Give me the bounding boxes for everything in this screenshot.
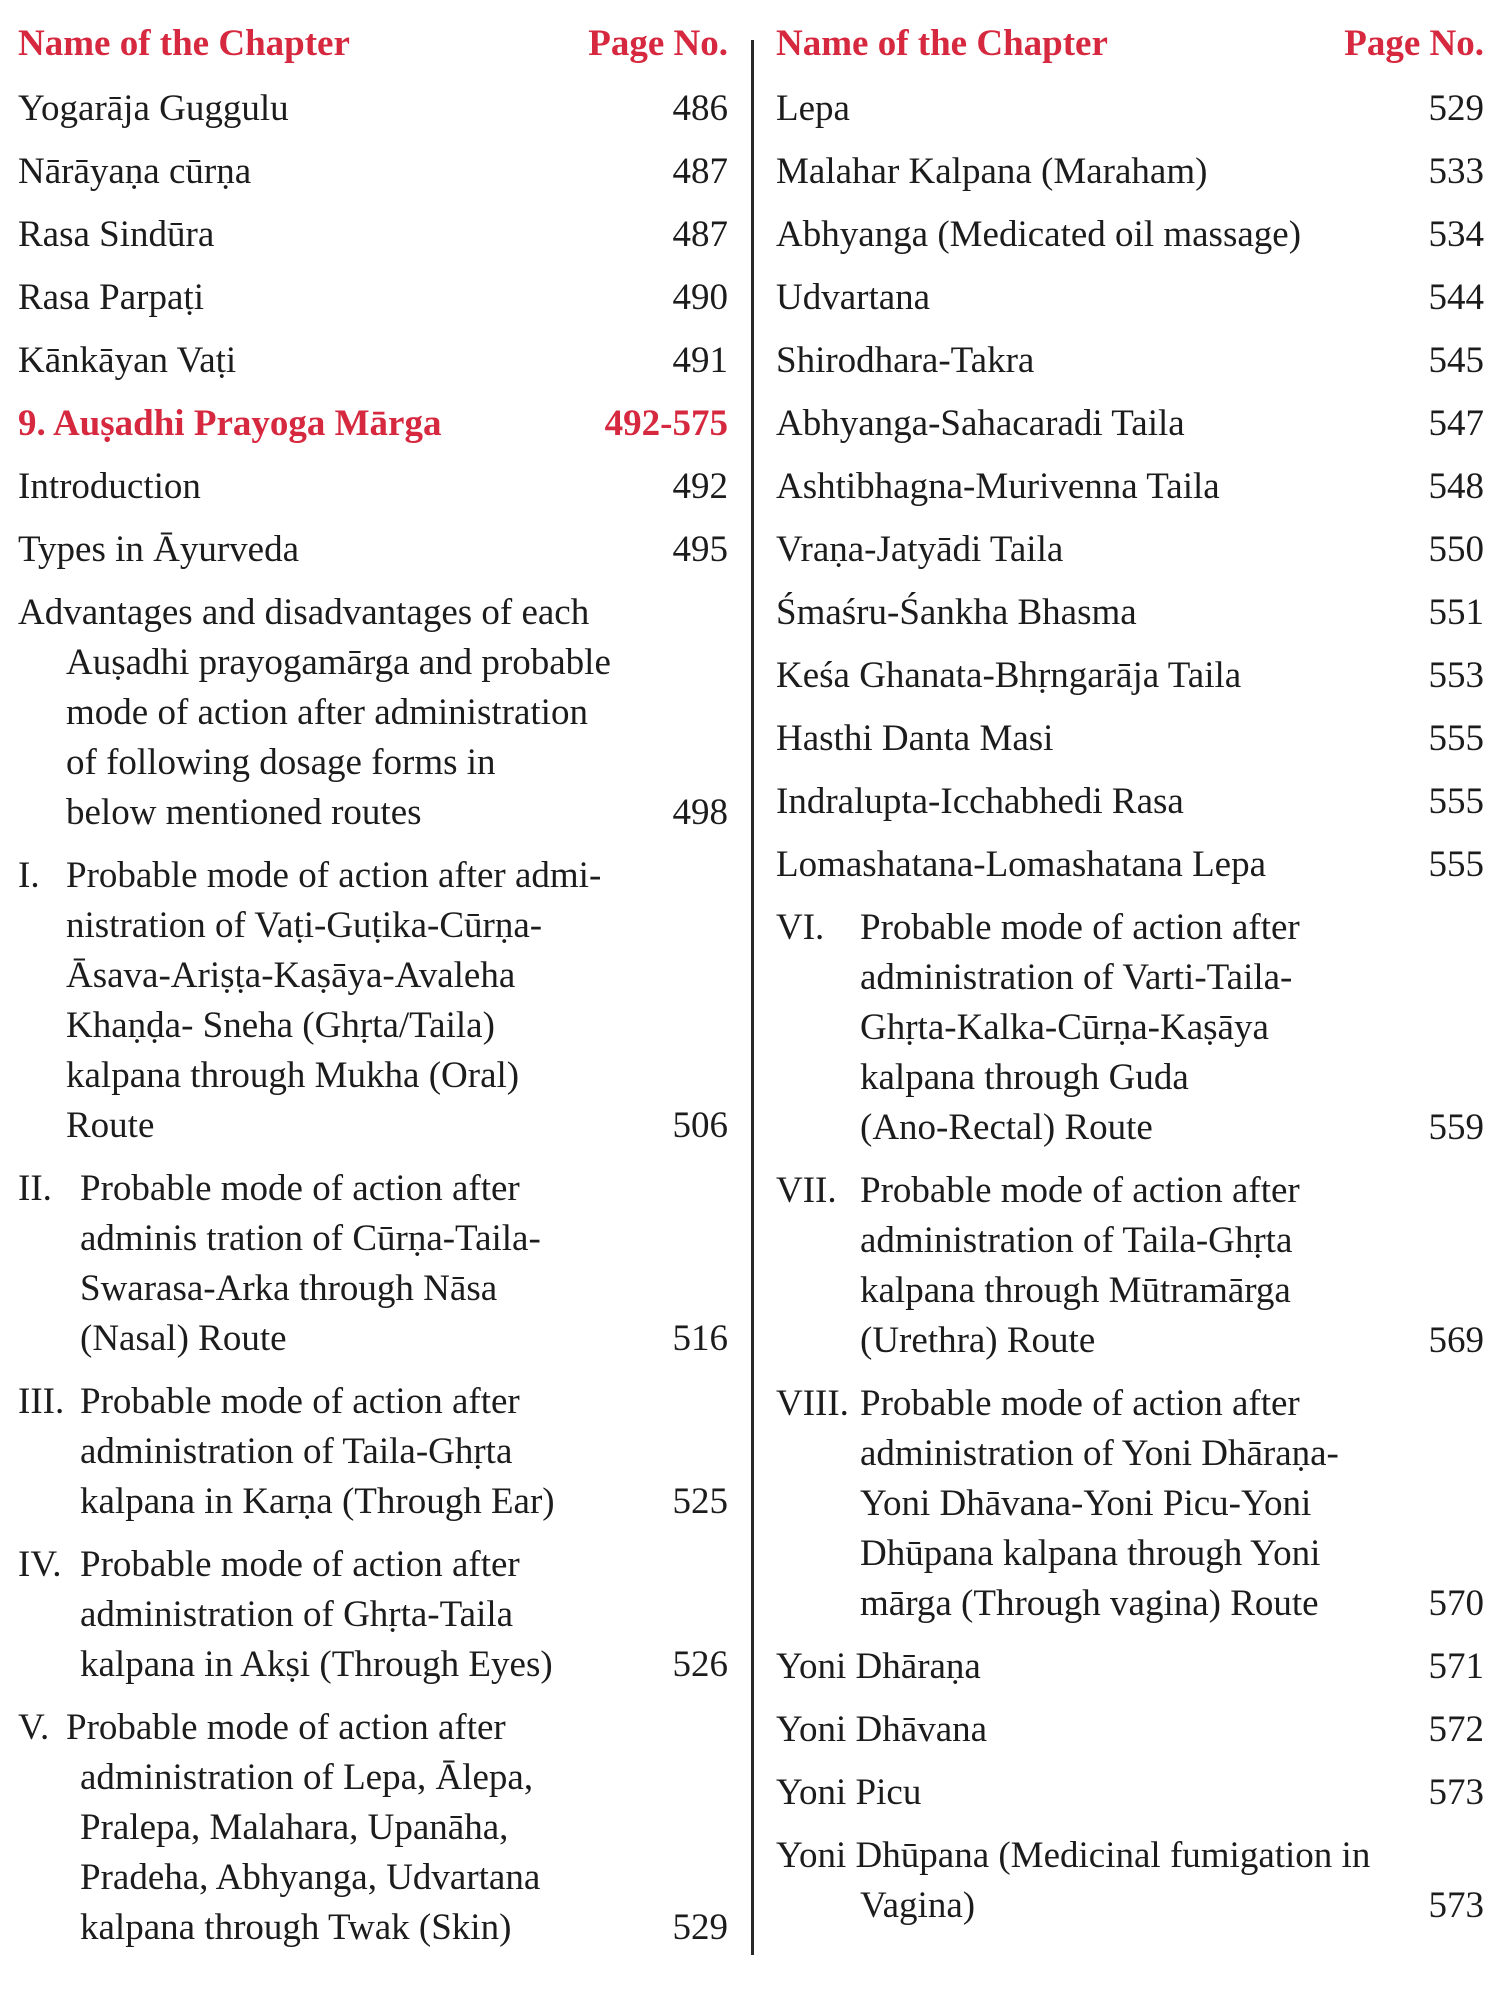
title-line: Probable mode of action after [80, 1381, 520, 1422]
entry-body [66, 1703, 658, 1953]
entry-title: Abhyanga-Sahacaradi Taila [776, 403, 1185, 444]
entry-page: 555 [1428, 718, 1484, 759]
entry-title: Ashtibhagna-Murivenna Taila [776, 466, 1220, 507]
title-line: Auṣadhi prayogamārga and probable [66, 642, 611, 683]
entry-page: 506 [672, 1105, 728, 1146]
entry-title: Abhyanga (Medicated oil massage) [776, 214, 1302, 255]
entry-body [80, 1377, 658, 1527]
title-line: kalpana in Karṇa (Through Ear) [80, 1481, 555, 1522]
entry-number: VII. [776, 1170, 837, 1211]
entry-title: Rasa Parpaṭi [18, 277, 204, 318]
entry-title: Introduction [18, 466, 201, 507]
title-line: Advantages and disadvantages of each [18, 592, 590, 633]
title-line: Route [66, 1105, 155, 1146]
title-line: Yoni Dhāvana-Yoni Picu-Yoni [860, 1483, 1312, 1524]
entry-page: 492 [672, 466, 728, 507]
entry-title: Kānkāyan Vaṭi [18, 340, 237, 381]
toc-entry [18, 336, 728, 386]
page-header: Page No. [588, 23, 728, 64]
entry-title: Nārāyaṇa cūrṇa [18, 151, 252, 192]
title-line: kalpana through Twak (Skin) [80, 1907, 512, 1948]
section-page-range: 492-575 [604, 403, 728, 444]
entry-body [66, 851, 658, 1151]
toc-entry [776, 1166, 1484, 1366]
entry-title: Śmaśru-Śankha Bhasma [776, 592, 1137, 633]
title-line: below mentioned routes [66, 792, 422, 833]
entry-title [776, 1831, 1414, 1931]
section-heading [18, 399, 728, 449]
title-line: mārga (Through vagina) Route [860, 1583, 1319, 1624]
toc-entry [776, 273, 1484, 323]
toc-entry [776, 714, 1484, 764]
entry-number: V. [18, 1707, 50, 1748]
entry-number: VIII. [776, 1383, 849, 1424]
entry-title [18, 851, 658, 1151]
title-line: (Ano-Rectal) Route [860, 1107, 1153, 1148]
entry-page: 495 [672, 529, 728, 570]
entry-title [776, 1379, 1414, 1629]
page-header: Page No. [1344, 23, 1484, 64]
title-line: (Urethra) Route [860, 1320, 1096, 1361]
entry-page: 573 [1428, 1885, 1484, 1926]
entry-title [776, 903, 1414, 1153]
title-line: Probable mode of action after [80, 1168, 520, 1209]
toc-entry [18, 147, 728, 197]
title-line: kalpana through Guda [860, 1057, 1189, 1098]
entry-number: VI. [776, 907, 825, 948]
entry-page: 533 [1428, 151, 1484, 192]
toc-entry [776, 1379, 1484, 1629]
entry-body [860, 1166, 1414, 1366]
toc-entry [18, 1540, 728, 1690]
toc-entry [776, 210, 1484, 260]
entry-title: Indralupta-Icchabhedi Rasa [776, 781, 1184, 822]
title-line: administration of Yoni Dhāraṇa- [860, 1433, 1339, 1474]
entry-title: Lepa [776, 88, 850, 129]
entry-title: Yoni Dhāraṇa [776, 1646, 981, 1687]
entry-page: 571 [1428, 1646, 1484, 1687]
title-line: Pradeha, Abhyanga, Udvartana [80, 1857, 541, 1898]
title-line: administration of Taila-Ghṛta [80, 1431, 513, 1472]
entry-title: Yogarāja Guggulu [18, 88, 289, 129]
entry-page: 569 [1428, 1320, 1484, 1361]
title-line: mode of action after administration [66, 692, 588, 733]
entry-number: I. [18, 855, 40, 896]
section-title: 9. Auṣadhi Prayoga Mārga [18, 403, 442, 444]
toc-entry [776, 147, 1484, 197]
entry-page: 550 [1428, 529, 1484, 570]
entry-title [18, 1703, 658, 1953]
title-line: Vagina) [860, 1885, 976, 1926]
entry-number: IV. [18, 1544, 62, 1585]
title-line: Ghṛta-Kalka-Cūrṇa-Kaṣāya [860, 1007, 1269, 1048]
entry-page: 487 [672, 214, 728, 255]
title-line: Probable mode of action after admi- [66, 855, 602, 896]
title-line: of following dosage forms in [66, 742, 496, 783]
entry-page: 547 [1428, 403, 1484, 444]
title-line: Probable mode of action after [860, 907, 1300, 948]
entry-page: 551 [1428, 592, 1484, 633]
entry-page: 534 [1428, 214, 1484, 255]
entry-page: 572 [1428, 1709, 1484, 1750]
toc-entry [776, 462, 1484, 512]
entry-page: 570 [1428, 1583, 1484, 1624]
entry-page: 526 [672, 1644, 728, 1685]
title-line: Probable mode of action after [80, 1544, 520, 1585]
entry-body [80, 1164, 658, 1364]
entry-title: Vraṇa-Jatyādi Taila [776, 529, 1064, 570]
title-line: (Nasal) Route [80, 1318, 287, 1359]
entry-page: 544 [1428, 277, 1484, 318]
toc-entry [18, 1703, 728, 1953]
title-line: adminis tration of Cūrṇa-Taila- [80, 1218, 541, 1259]
toc-entry [776, 1831, 1484, 1931]
entry-title: Malahar Kalpana (Maraham) [776, 151, 1208, 192]
right-header [776, 22, 1484, 84]
chapter-header: Name of the Chapter [18, 23, 350, 64]
title-line: administration of Taila-Ghṛta [860, 1220, 1293, 1261]
entry-title: Udvartana [776, 277, 931, 318]
title-line: administration of Lepa, Ālepa, [80, 1757, 534, 1798]
entry-page: 529 [672, 1907, 728, 1948]
entry-title [18, 1164, 658, 1364]
entry-number: III. [18, 1381, 65, 1422]
entry-title: Yoni Dhāvana [776, 1709, 988, 1750]
entry-title [18, 1377, 658, 1527]
entry-number: II. [18, 1168, 52, 1209]
title-line: administration of Ghṛta-Taila [80, 1594, 514, 1635]
title-line: Swarasa-Arka through Nāsa [80, 1268, 498, 1309]
entry-title: Lomashatana-Lomashatana Lepa [776, 844, 1267, 885]
title-line: Pralepa, Malahara, Upanāha, [80, 1807, 509, 1848]
toc-entry [776, 588, 1484, 638]
chapter-header: Name of the Chapter [776, 23, 1108, 64]
toc-entry [776, 1705, 1484, 1755]
entry-title [18, 588, 658, 838]
entry-page: 555 [1428, 781, 1484, 822]
entry-page: 486 [672, 88, 728, 129]
entry-page: 545 [1428, 340, 1484, 381]
entry-title: Hasthi Danta Masi [776, 718, 1054, 759]
toc-entry [18, 273, 728, 323]
entry-title: Rasa Sindūra [18, 214, 215, 255]
toc-entry [18, 1377, 728, 1527]
toc-entry [776, 651, 1484, 701]
entry-page: 555 [1428, 844, 1484, 885]
toc-entry [776, 336, 1484, 386]
entry-page: 548 [1428, 466, 1484, 507]
toc-entry [776, 903, 1484, 1153]
title-line: Khaṇḍa- Sneha (Ghṛta/Taila) [66, 1005, 495, 1046]
title-line: administration of Varti-Taila- [860, 957, 1293, 998]
toc-entry [18, 462, 728, 512]
entry-page: 487 [672, 151, 728, 192]
title-line: kalpana through Mūtramārga [860, 1270, 1291, 1311]
entry-page: 529 [1428, 88, 1484, 129]
toc-entry [776, 525, 1484, 575]
toc-entry [776, 1642, 1484, 1692]
entry-page: 559 [1428, 1107, 1484, 1148]
title-line: Dhūpana kalpana through Yoni [860, 1533, 1321, 1574]
toc-entry [18, 525, 728, 575]
entry-page: 516 [672, 1318, 728, 1359]
toc-entry [776, 840, 1484, 890]
entry-body [860, 903, 1414, 1153]
title-line: Yoni Dhūpana (Medicinal fumigation in [776, 1835, 1371, 1876]
title-line: Probable mode of action after [66, 1707, 506, 1748]
entry-page: 498 [672, 792, 728, 833]
right-column [776, 22, 1484, 1944]
entry-page: 525 [672, 1481, 728, 1522]
entry-title [776, 1166, 1414, 1366]
toc-entry [776, 399, 1484, 449]
toc-entry [18, 210, 728, 260]
entry-title [18, 1540, 658, 1690]
title-line: Āsava-Ariṣṭa-Kaṣāya-Avaleha [66, 955, 516, 996]
toc-entry [776, 777, 1484, 827]
entry-body [80, 1540, 658, 1690]
entry-page: 573 [1428, 1772, 1484, 1813]
entry-page: 491 [672, 340, 728, 381]
entry-title: Types in Āyurveda [18, 529, 300, 570]
entry-title: Keśa Ghanata-Bhṛngarāja Taila [776, 655, 1242, 696]
entry-page: 490 [672, 277, 728, 318]
toc-entry [18, 588, 728, 838]
title-line: nistration of Vaṭi-Guṭika-Cūrṇa- [66, 905, 543, 946]
title-line: Probable mode of action after [860, 1170, 1300, 1211]
entry-page: 553 [1428, 655, 1484, 696]
toc-entry [18, 851, 728, 1151]
toc-entry [18, 1164, 728, 1364]
title-line: kalpana in Akṣi (Through Eyes) [80, 1644, 553, 1685]
entry-body [860, 1379, 1414, 1629]
toc-entry [776, 1768, 1484, 1818]
title-line: Probable mode of action after [860, 1383, 1300, 1424]
toc-entry [18, 84, 728, 134]
left-column [18, 22, 728, 1966]
toc-entry [776, 84, 1484, 134]
column-divider [751, 40, 754, 1955]
title-line: kalpana through Mukha (Oral) [66, 1055, 520, 1096]
entry-title: Yoni Picu [776, 1772, 922, 1813]
left-header [18, 22, 728, 84]
entry-title: Shirodhara-Takra [776, 340, 1035, 381]
